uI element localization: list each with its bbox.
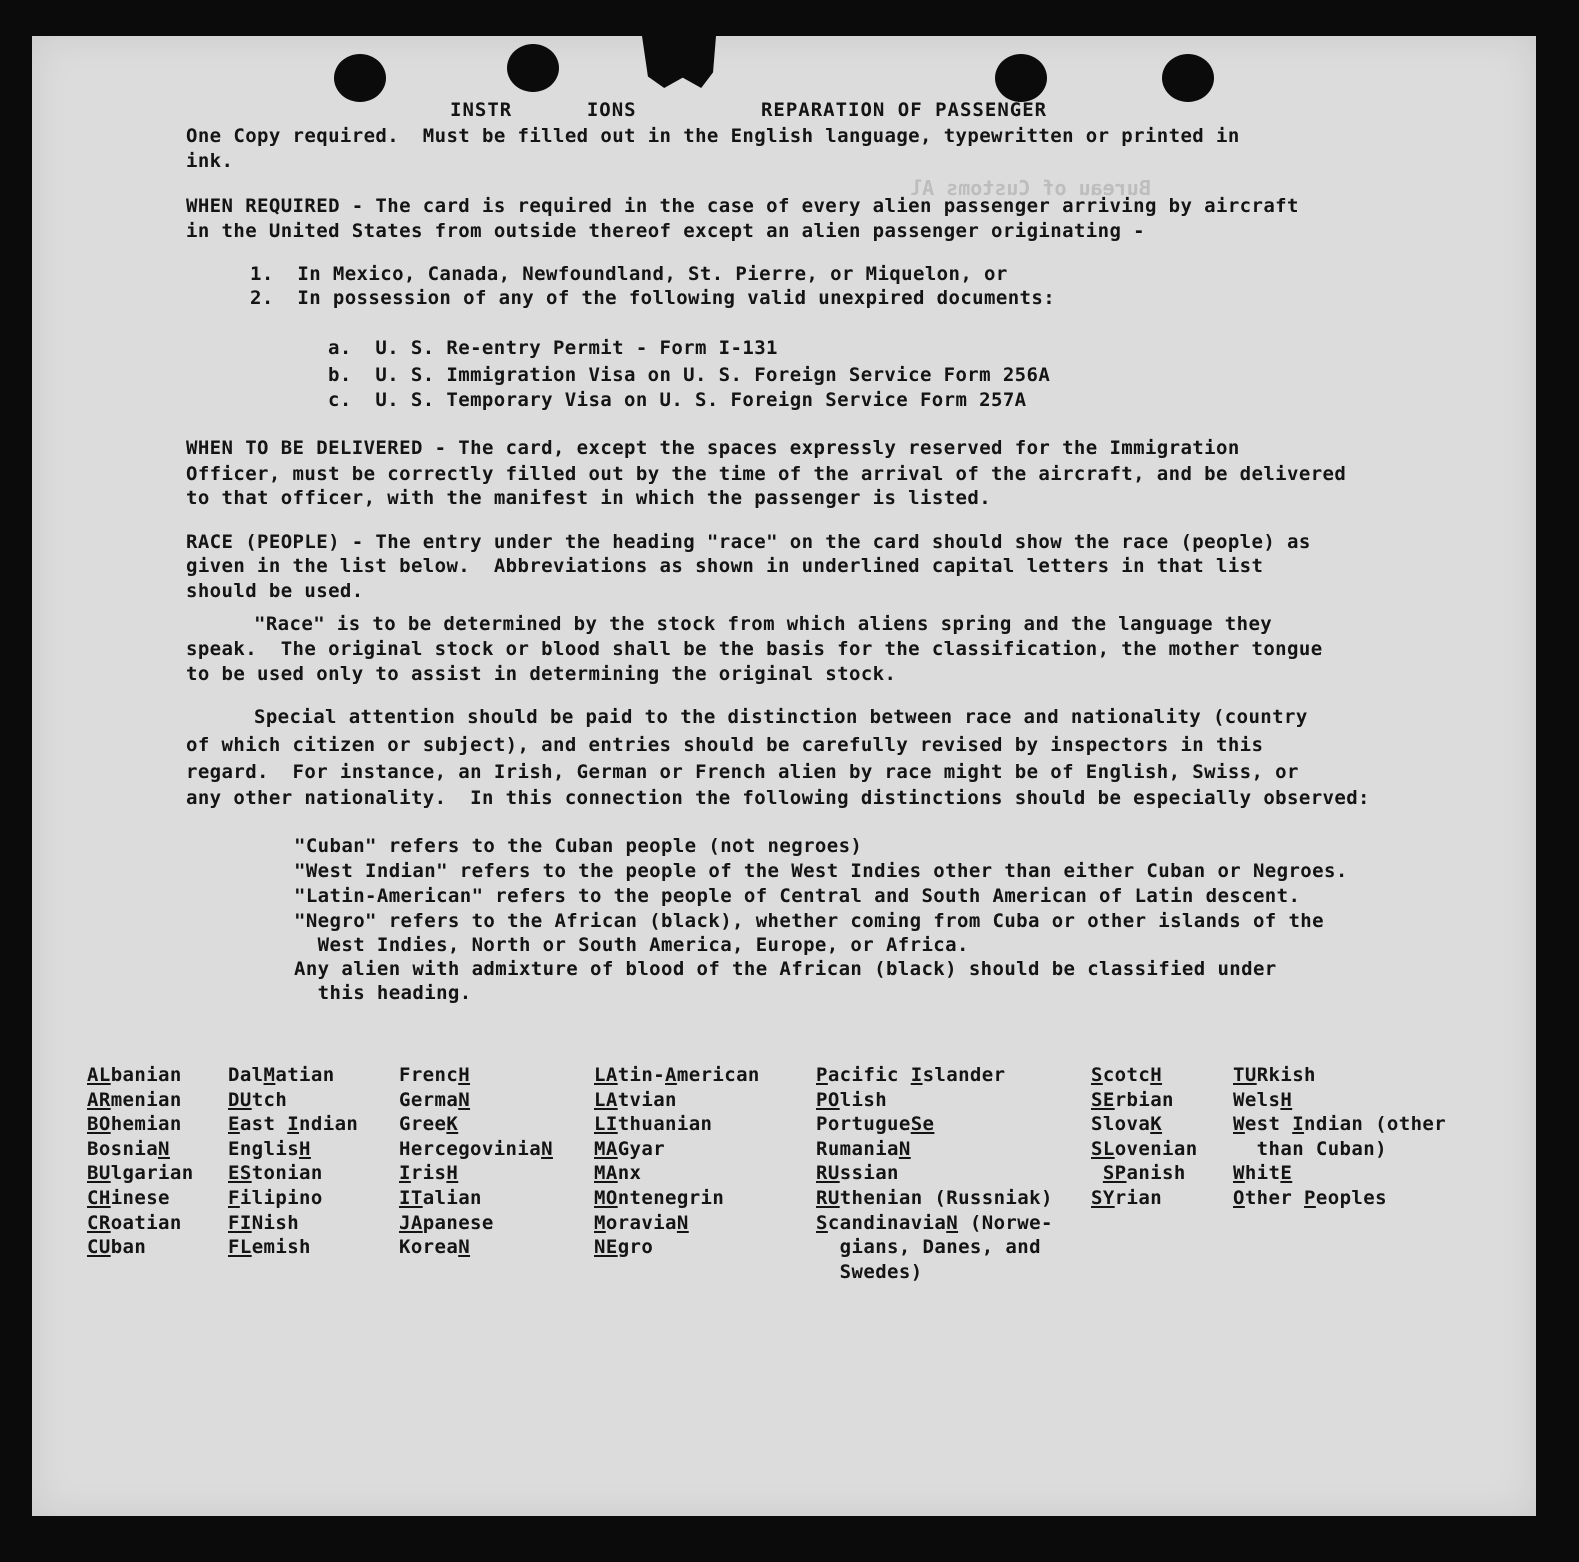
race-entry: than Cuban) <box>1233 1137 1387 1160</box>
distinction-west-indian: "West Indian" refers to the people of the West Indies other than either Cuban or Negroes. <box>294 860 1348 882</box>
special-attention-line-3: regard. For instance, an Irish, German or French alien by race might be of English, Swiss, or <box>186 761 1299 783</box>
race-line-1: RACE (PEOPLE) - The entry under the heading "race" on the card should show the race (people) as <box>186 531 1311 553</box>
race-line-2: given in the list below. Abbreviations as shown in underlined capital letters in that list <box>186 555 1264 577</box>
race-entry: LAtin-American <box>594 1064 760 1086</box>
race-entry: Swedes) <box>816 1260 923 1283</box>
punch-hole-3 <box>995 54 1047 102</box>
when-delivered-line-2: Officer, must be correctly filled out by the time of the arrival of the aircraft, and be delivered <box>186 463 1347 485</box>
race-entry: DalMatian <box>228 1064 335 1086</box>
race-entry: MAnx <box>594 1162 642 1185</box>
race-entry: CHinese <box>87 1186 170 1209</box>
race-entry: BUlgarian <box>87 1162 194 1185</box>
race-entry: HercegoviniaN <box>399 1137 553 1160</box>
document-a: a. U. S. Re-entry Permit - Form I-131 <box>328 337 778 359</box>
race-entry: ITalian <box>399 1186 482 1209</box>
race-entry: RumaniaN <box>816 1137 911 1160</box>
distinction-negro-line-2: West Indies, North or South America, Europe, or Africa. <box>294 934 969 956</box>
document-c: c. U. S. Temporary Visa on U. S. Foreign Service Form 257A <box>328 389 1027 411</box>
distinction-latin-american: "Latin-American" refers to the people of Central and South American of Latin descent. <box>294 885 1301 907</box>
punch-hole-1 <box>334 54 386 102</box>
race-entry: TURkish <box>1233 1064 1316 1086</box>
race-entry: Filipino <box>228 1186 323 1209</box>
race-entry: DUtch <box>228 1088 288 1111</box>
when-required-line-1: WHEN REQUIRED - The card is required in the case of every alien passenger arriving by aircraft <box>186 195 1299 217</box>
race-entry: EnglisH <box>228 1137 311 1160</box>
race-entry: FINish <box>228 1211 300 1234</box>
when-delivered-line-1: WHEN TO BE DELIVERED - The card, except the spaces expressly reserved for the Immigration <box>186 437 1240 459</box>
race-entry: SlovaK <box>1091 1113 1163 1136</box>
race-entry: GreeK <box>399 1113 459 1136</box>
race-definition-line-1: "Race" is to be determined by the stock from which aliens spring and the language they <box>254 613 1273 635</box>
race-entry: East Indian <box>228 1113 359 1136</box>
race-entry: GermaN <box>399 1088 471 1111</box>
race-entry: WelsH <box>1233 1088 1293 1111</box>
race-entry: POlish <box>816 1088 888 1111</box>
race-entry: BOhemian <box>87 1113 182 1136</box>
distinction-cuban: "Cuban" refers to the Cuban people (not negroes) <box>294 835 863 857</box>
race-list-column-5 <box>816 1063 1053 1284</box>
race-entry: EStonian <box>228 1162 323 1185</box>
punch-hole-2 <box>507 44 559 92</box>
document-title: INSTR IONS REPARATION OF PASSENGER <box>450 99 1048 121</box>
race-entry: IrisH <box>399 1162 459 1185</box>
when-delivered-line-3: to that officer, with the manifest in which the passenger is listed. <box>186 487 992 509</box>
race-entry: ScotcH <box>1091 1064 1163 1086</box>
race-definition-line-2: speak. The original stock or blood shall be the basis for the classification, the mother tongue <box>186 638 1323 660</box>
distinction-admixture-line-1: Any alien with admixture of blood of the African (black) should be classified under <box>294 958 1277 980</box>
race-entry: RUthenian (Russniak) <box>816 1186 1053 1209</box>
race-entry: WhitE <box>1233 1162 1293 1185</box>
race-entry: ARmenian <box>87 1088 182 1111</box>
race-entry: Other Peoples <box>1233 1186 1387 1209</box>
exception-1: 1. In Mexico, Canada, Newfoundland, St. Pierre, or Miquelon, or <box>250 263 1008 285</box>
race-entry: JApanese <box>399 1211 494 1234</box>
race-list-column-2 <box>228 1063 358 1260</box>
distinction-negro-line-1: "Negro" refers to the African (black), whether coming from Cuba or other islands of the <box>294 910 1324 932</box>
race-entry: SPanish <box>1102 1162 1186 1185</box>
intro-line-1: One Copy required. Must be filled out in the English language, typewritten or printed in <box>186 125 1240 147</box>
document-page <box>32 36 1536 1516</box>
race-list-column-6 <box>1091 1063 1198 1211</box>
race-list-column-1 <box>87 1063 194 1260</box>
race-list-column-3 <box>399 1063 553 1260</box>
punch-hole-4 <box>1162 54 1214 102</box>
distinction-admixture-line-2: this heading. <box>294 982 472 1004</box>
race-entry: RUssian <box>816 1162 899 1185</box>
special-attention-line-4: any other nationality. In this connection the following distinctions should be especially observed: <box>186 787 1370 809</box>
race-entry: ALbanian <box>87 1064 182 1086</box>
race-entry: SLovenian <box>1091 1137 1198 1160</box>
race-entry: CUban <box>87 1236 147 1259</box>
race-entry: BosniaN <box>87 1137 170 1160</box>
special-attention-line-1: Special attention should be paid to the distinction between race and nationality (country <box>254 706 1308 728</box>
when-required-line-2: in the United States from outside thereof except an alien passenger originating - <box>186 220 1145 242</box>
race-entry: PortugueSe <box>816 1113 935 1136</box>
intro-line-2: ink. <box>186 150 234 172</box>
race-list-column-7 <box>1233 1063 1446 1211</box>
race-definition-line-3: to be used only to assist in determining the original stock. <box>186 663 897 685</box>
race-entry: Pacific Islander <box>816 1064 1006 1086</box>
race-entry: ScandinaviaN (Norwe- <box>816 1211 1053 1234</box>
exception-2: 2. In possession of any of the following valid unexpired documents: <box>250 287 1056 309</box>
race-entry: gians, Danes, and <box>816 1236 1041 1259</box>
race-entry: LAtvian <box>594 1088 677 1111</box>
race-entry: West Indian (other <box>1233 1113 1447 1136</box>
paper-tear <box>642 36 716 88</box>
race-entry: MAGyar <box>594 1137 666 1160</box>
race-entry: MOntenegrin <box>594 1186 725 1209</box>
race-entry: CRoatian <box>87 1211 182 1234</box>
race-line-3: should be used. <box>186 580 364 602</box>
race-entry: FrencH <box>399 1064 471 1086</box>
race-entry: MoraviaN <box>594 1211 689 1234</box>
race-entry: LIthuanian <box>594 1113 713 1136</box>
bleed-through-text: Bureau of Customs Al <box>910 176 1151 200</box>
race-entry: SErbian <box>1091 1088 1174 1111</box>
race-list-column-4 <box>594 1063 760 1260</box>
race-entry: SYrian <box>1091 1186 1163 1209</box>
race-entry: KoreaN <box>399 1236 471 1259</box>
race-entry: FLemish <box>228 1236 311 1259</box>
document-b: b. U. S. Immigration Visa on U. S. Foreign Service Form 256A <box>328 364 1051 386</box>
race-entry: NEgro <box>594 1236 654 1259</box>
special-attention-line-2: of which citizen or subject), and entries should be carefully revised by inspectors in this <box>186 734 1264 756</box>
